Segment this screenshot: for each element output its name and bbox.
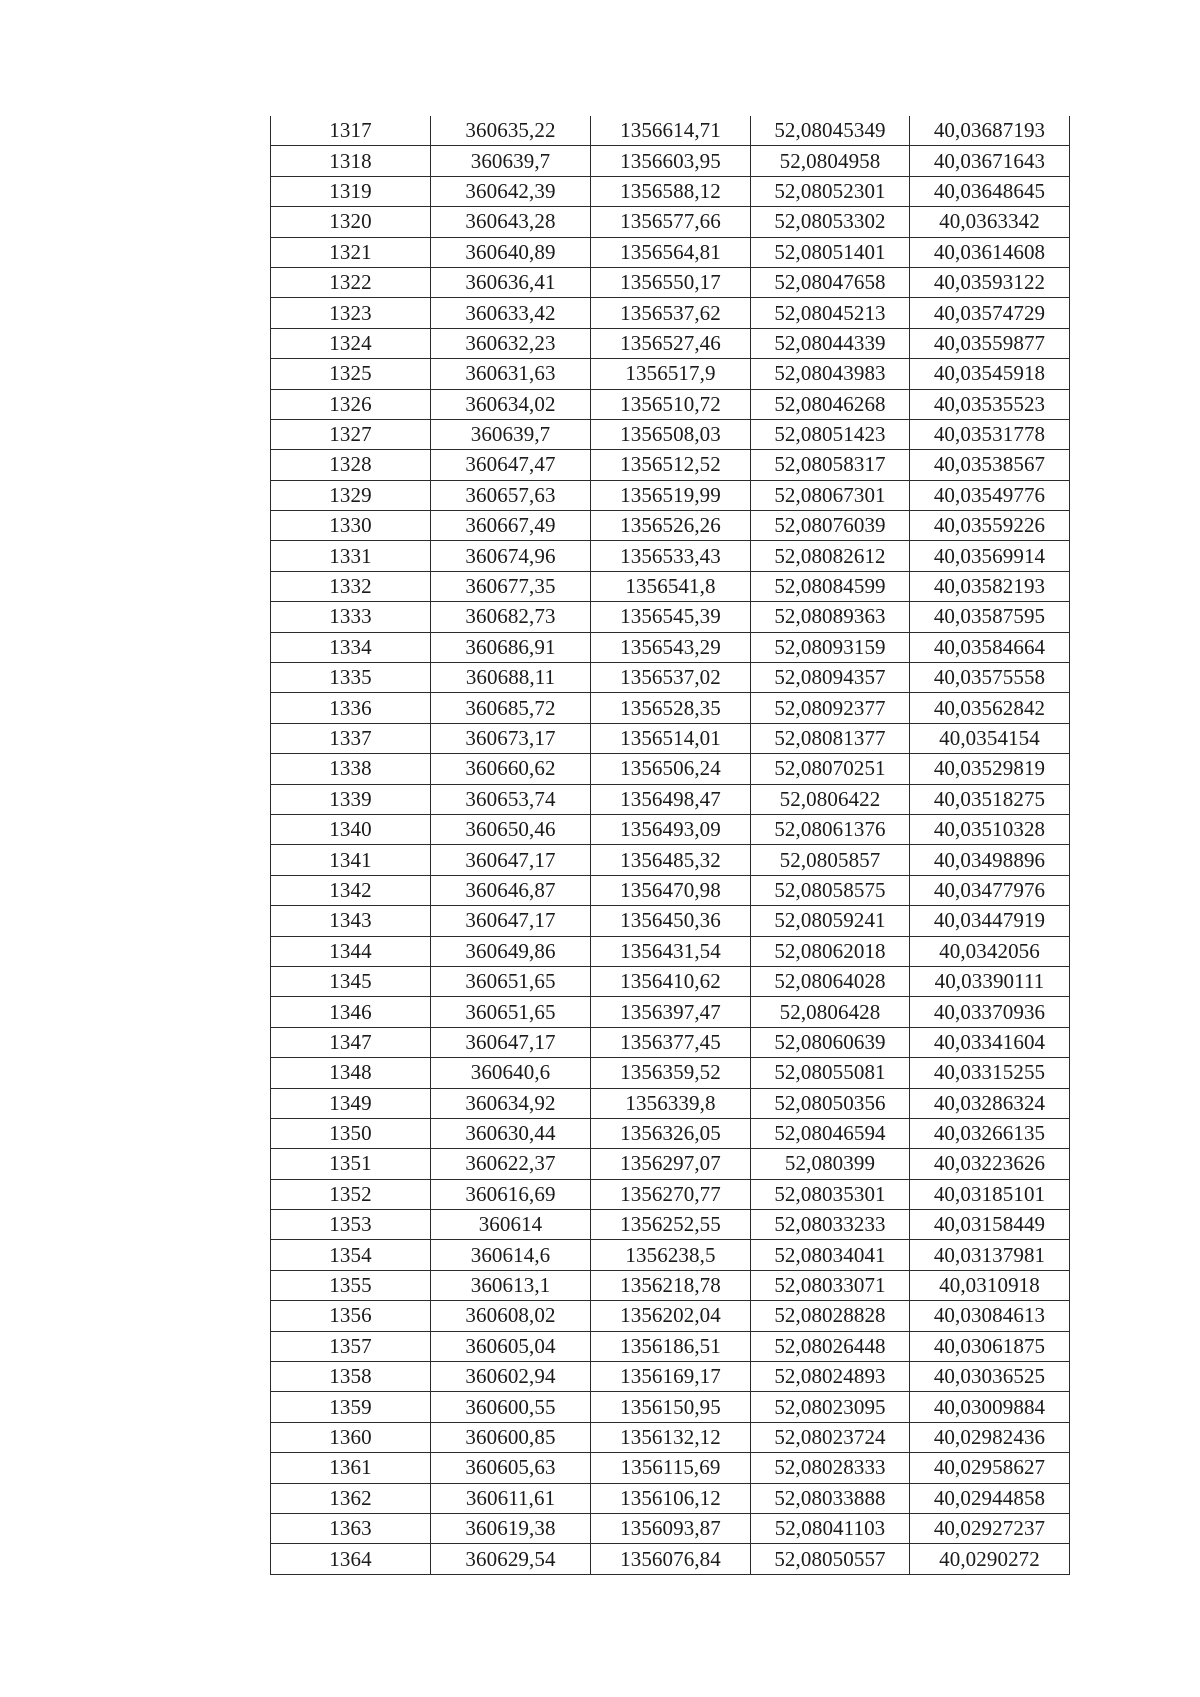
x-coordinate-cell: 360650,46 xyxy=(431,814,591,844)
y-coordinate-cell: 1356528,35 xyxy=(591,693,751,723)
point-number-cell: 1362 xyxy=(271,1483,431,1513)
x-coordinate-cell: 360651,65 xyxy=(431,997,591,1027)
latitude-cell: 52,08067301 xyxy=(751,480,910,510)
x-coordinate-cell: 360674,96 xyxy=(431,541,591,571)
latitude-cell: 52,0804958 xyxy=(751,146,910,176)
longitude-cell: 40,03477976 xyxy=(910,875,1070,905)
y-coordinate-cell: 1356297,07 xyxy=(591,1149,751,1179)
y-coordinate-cell: 1356514,01 xyxy=(591,723,751,753)
x-coordinate-cell: 360639,7 xyxy=(431,419,591,449)
point-number-cell: 1331 xyxy=(271,541,431,571)
latitude-cell: 52,08041103 xyxy=(751,1513,910,1543)
y-coordinate-cell: 1356410,62 xyxy=(591,966,751,996)
x-coordinate-cell: 360667,49 xyxy=(431,511,591,541)
table-row xyxy=(271,1149,1070,1179)
table-row xyxy=(271,1179,1070,1209)
point-number-cell: 1329 xyxy=(271,480,431,510)
point-number-cell: 1343 xyxy=(271,906,431,936)
x-coordinate-cell: 360688,11 xyxy=(431,663,591,693)
latitude-cell: 52,08045213 xyxy=(751,298,910,328)
longitude-cell: 40,03084613 xyxy=(910,1301,1070,1331)
latitude-cell: 52,08023724 xyxy=(751,1422,910,1452)
x-coordinate-cell: 360605,04 xyxy=(431,1331,591,1361)
table-row xyxy=(271,419,1070,449)
point-number-cell: 1317 xyxy=(271,116,431,146)
y-coordinate-cell: 1356397,47 xyxy=(591,997,751,1027)
y-coordinate-cell: 1356218,78 xyxy=(591,1270,751,1300)
longitude-cell: 40,03584664 xyxy=(910,632,1070,662)
y-coordinate-cell: 1356519,99 xyxy=(591,480,751,510)
x-coordinate-cell: 360649,86 xyxy=(431,936,591,966)
x-coordinate-cell: 360643,28 xyxy=(431,207,591,237)
y-coordinate-cell: 1356326,05 xyxy=(591,1118,751,1148)
x-coordinate-cell: 360614 xyxy=(431,1210,591,1240)
table-row xyxy=(271,1301,1070,1331)
x-coordinate-cell: 360611,61 xyxy=(431,1483,591,1513)
latitude-cell: 52,0806422 xyxy=(751,784,910,814)
latitude-cell: 52,08047658 xyxy=(751,267,910,297)
latitude-cell: 52,08092377 xyxy=(751,693,910,723)
x-coordinate-cell: 360605,63 xyxy=(431,1453,591,1483)
y-coordinate-cell: 1356238,5 xyxy=(591,1240,751,1270)
longitude-cell: 40,0363342 xyxy=(910,207,1070,237)
longitude-cell: 40,03562842 xyxy=(910,693,1070,723)
latitude-cell: 52,08051401 xyxy=(751,237,910,267)
latitude-cell: 52,08033233 xyxy=(751,1210,910,1240)
table-row xyxy=(271,875,1070,905)
longitude-cell: 40,03510328 xyxy=(910,814,1070,844)
x-coordinate-cell: 360632,23 xyxy=(431,328,591,358)
latitude-cell: 52,08046268 xyxy=(751,389,910,419)
point-number-cell: 1347 xyxy=(271,1027,431,1057)
x-coordinate-cell: 360647,17 xyxy=(431,906,591,936)
table-row xyxy=(271,1544,1070,1574)
x-coordinate-cell: 360651,65 xyxy=(431,966,591,996)
y-coordinate-cell: 1356526,26 xyxy=(591,511,751,541)
longitude-cell: 40,02982436 xyxy=(910,1422,1070,1452)
x-coordinate-cell: 360646,87 xyxy=(431,875,591,905)
y-coordinate-cell: 1356150,95 xyxy=(591,1392,751,1422)
latitude-cell: 52,08070251 xyxy=(751,754,910,784)
longitude-cell: 40,03498896 xyxy=(910,845,1070,875)
x-coordinate-cell: 360639,7 xyxy=(431,146,591,176)
y-coordinate-cell: 1356614,71 xyxy=(591,116,751,146)
y-coordinate-cell: 1356076,84 xyxy=(591,1544,751,1574)
x-coordinate-cell: 360682,73 xyxy=(431,602,591,632)
longitude-cell: 40,03569914 xyxy=(910,541,1070,571)
latitude-cell: 52,08058317 xyxy=(751,450,910,480)
longitude-cell: 40,03061875 xyxy=(910,1331,1070,1361)
longitude-cell: 40,0354154 xyxy=(910,723,1070,753)
latitude-cell: 52,08045349 xyxy=(751,116,910,146)
longitude-cell: 40,03315255 xyxy=(910,1058,1070,1088)
y-coordinate-cell: 1356533,43 xyxy=(591,541,751,571)
table-row xyxy=(271,1027,1070,1057)
x-coordinate-cell: 360677,35 xyxy=(431,571,591,601)
x-coordinate-cell: 360629,54 xyxy=(431,1544,591,1574)
latitude-cell: 52,08023095 xyxy=(751,1392,910,1422)
point-number-cell: 1328 xyxy=(271,450,431,480)
x-coordinate-cell: 360640,89 xyxy=(431,237,591,267)
point-number-cell: 1321 xyxy=(271,237,431,267)
table-row xyxy=(271,845,1070,875)
point-number-cell: 1345 xyxy=(271,966,431,996)
longitude-cell: 40,03223626 xyxy=(910,1149,1070,1179)
longitude-cell: 40,03614608 xyxy=(910,237,1070,267)
table-row xyxy=(271,1331,1070,1361)
y-coordinate-cell: 1356493,09 xyxy=(591,814,751,844)
x-coordinate-cell: 360631,63 xyxy=(431,359,591,389)
latitude-cell: 52,08028828 xyxy=(751,1301,910,1331)
y-coordinate-cell: 1356169,17 xyxy=(591,1362,751,1392)
point-number-cell: 1330 xyxy=(271,511,431,541)
point-number-cell: 1337 xyxy=(271,723,431,753)
longitude-cell: 40,03648645 xyxy=(910,176,1070,206)
x-coordinate-cell: 360602,94 xyxy=(431,1362,591,1392)
point-number-cell: 1336 xyxy=(271,693,431,723)
point-number-cell: 1360 xyxy=(271,1422,431,1452)
latitude-cell: 52,08084599 xyxy=(751,571,910,601)
latitude-cell: 52,08082612 xyxy=(751,541,910,571)
y-coordinate-cell: 1356339,8 xyxy=(591,1088,751,1118)
x-coordinate-cell: 360635,22 xyxy=(431,116,591,146)
table-row xyxy=(271,298,1070,328)
y-coordinate-cell: 1356431,54 xyxy=(591,936,751,966)
point-number-cell: 1359 xyxy=(271,1392,431,1422)
longitude-cell: 40,03582193 xyxy=(910,571,1070,601)
latitude-cell: 52,08062018 xyxy=(751,936,910,966)
longitude-cell: 40,03549776 xyxy=(910,480,1070,510)
x-coordinate-cell: 360636,41 xyxy=(431,267,591,297)
table-row xyxy=(271,359,1070,389)
longitude-cell: 40,03518275 xyxy=(910,784,1070,814)
latitude-cell: 52,08064028 xyxy=(751,966,910,996)
point-number-cell: 1354 xyxy=(271,1240,431,1270)
table-row xyxy=(271,966,1070,996)
latitude-cell: 52,080399 xyxy=(751,1149,910,1179)
longitude-cell: 40,0310918 xyxy=(910,1270,1070,1300)
longitude-cell: 40,03158449 xyxy=(910,1210,1070,1240)
point-number-cell: 1364 xyxy=(271,1544,431,1574)
longitude-cell: 40,03559877 xyxy=(910,328,1070,358)
y-coordinate-cell: 1356115,69 xyxy=(591,1453,751,1483)
coordinates-table xyxy=(270,116,1070,1575)
y-coordinate-cell: 1356202,04 xyxy=(591,1301,751,1331)
longitude-cell: 40,03687193 xyxy=(910,116,1070,146)
latitude-cell: 52,08028333 xyxy=(751,1453,910,1483)
longitude-cell: 40,03587595 xyxy=(910,602,1070,632)
point-number-cell: 1357 xyxy=(271,1331,431,1361)
table-row xyxy=(271,328,1070,358)
y-coordinate-cell: 1356252,55 xyxy=(591,1210,751,1240)
point-number-cell: 1341 xyxy=(271,845,431,875)
x-coordinate-cell: 360686,91 xyxy=(431,632,591,662)
longitude-cell: 40,02958627 xyxy=(910,1453,1070,1483)
table-row xyxy=(271,1270,1070,1300)
y-coordinate-cell: 1356527,46 xyxy=(591,328,751,358)
point-number-cell: 1340 xyxy=(271,814,431,844)
latitude-cell: 52,08034041 xyxy=(751,1240,910,1270)
latitude-cell: 52,08089363 xyxy=(751,602,910,632)
x-coordinate-cell: 360634,92 xyxy=(431,1088,591,1118)
table-row xyxy=(271,450,1070,480)
point-number-cell: 1335 xyxy=(271,663,431,693)
y-coordinate-cell: 1356270,77 xyxy=(591,1179,751,1209)
x-coordinate-cell: 360647,17 xyxy=(431,845,591,875)
longitude-cell: 40,0342056 xyxy=(910,936,1070,966)
point-number-cell: 1324 xyxy=(271,328,431,358)
longitude-cell: 40,03185101 xyxy=(910,1179,1070,1209)
longitude-cell: 40,03529819 xyxy=(910,754,1070,784)
longitude-cell: 40,03671643 xyxy=(910,146,1070,176)
longitude-cell: 40,03559226 xyxy=(910,511,1070,541)
latitude-cell: 52,08058575 xyxy=(751,875,910,905)
x-coordinate-cell: 360685,72 xyxy=(431,693,591,723)
table-row xyxy=(271,1210,1070,1240)
longitude-cell: 40,02944858 xyxy=(910,1483,1070,1513)
x-coordinate-cell: 360642,39 xyxy=(431,176,591,206)
y-coordinate-cell: 1356550,17 xyxy=(591,267,751,297)
point-number-cell: 1358 xyxy=(271,1362,431,1392)
y-coordinate-cell: 1356508,03 xyxy=(591,419,751,449)
table-row xyxy=(271,632,1070,662)
latitude-cell: 52,0805857 xyxy=(751,845,910,875)
latitude-cell: 52,08051423 xyxy=(751,419,910,449)
point-number-cell: 1319 xyxy=(271,176,431,206)
y-coordinate-cell: 1356577,66 xyxy=(591,207,751,237)
latitude-cell: 52,08050356 xyxy=(751,1088,910,1118)
latitude-cell: 52,08055081 xyxy=(751,1058,910,1088)
point-number-cell: 1344 xyxy=(271,936,431,966)
point-number-cell: 1349 xyxy=(271,1088,431,1118)
y-coordinate-cell: 1356093,87 xyxy=(591,1513,751,1543)
y-coordinate-cell: 1356510,72 xyxy=(591,389,751,419)
x-coordinate-cell: 360633,42 xyxy=(431,298,591,328)
table-row xyxy=(271,814,1070,844)
x-coordinate-cell: 360613,1 xyxy=(431,1270,591,1300)
longitude-cell: 40,03574729 xyxy=(910,298,1070,328)
y-coordinate-cell: 1356564,81 xyxy=(591,237,751,267)
table-row xyxy=(271,1422,1070,1452)
point-number-cell: 1318 xyxy=(271,146,431,176)
table-row xyxy=(271,1362,1070,1392)
longitude-cell: 40,03286324 xyxy=(910,1088,1070,1118)
table-row xyxy=(271,1453,1070,1483)
y-coordinate-cell: 1356450,36 xyxy=(591,906,751,936)
table-row xyxy=(271,602,1070,632)
latitude-cell: 52,08050557 xyxy=(751,1544,910,1574)
point-number-cell: 1353 xyxy=(271,1210,431,1240)
x-coordinate-cell: 360640,6 xyxy=(431,1058,591,1088)
latitude-cell: 52,08093159 xyxy=(751,632,910,662)
y-coordinate-cell: 1356359,52 xyxy=(591,1058,751,1088)
table-row xyxy=(271,541,1070,571)
x-coordinate-cell: 360647,17 xyxy=(431,1027,591,1057)
longitude-cell: 40,03538567 xyxy=(910,450,1070,480)
table-row xyxy=(271,1088,1070,1118)
latitude-cell: 52,08094357 xyxy=(751,663,910,693)
x-coordinate-cell: 360673,17 xyxy=(431,723,591,753)
latitude-cell: 52,08046594 xyxy=(751,1118,910,1148)
longitude-cell: 40,03036525 xyxy=(910,1362,1070,1392)
table-row xyxy=(271,480,1070,510)
latitude-cell: 52,08044339 xyxy=(751,328,910,358)
x-coordinate-cell: 360630,44 xyxy=(431,1118,591,1148)
point-number-cell: 1333 xyxy=(271,602,431,632)
x-coordinate-cell: 360634,02 xyxy=(431,389,591,419)
x-coordinate-cell: 360608,02 xyxy=(431,1301,591,1331)
longitude-cell: 40,02927237 xyxy=(910,1513,1070,1543)
latitude-cell: 52,08035301 xyxy=(751,1179,910,1209)
point-number-cell: 1325 xyxy=(271,359,431,389)
table-row xyxy=(271,1513,1070,1543)
longitude-cell: 40,03545918 xyxy=(910,359,1070,389)
table-row xyxy=(271,116,1070,146)
y-coordinate-cell: 1356543,29 xyxy=(591,632,751,662)
latitude-cell: 52,08033071 xyxy=(751,1270,910,1300)
latitude-cell: 52,08081377 xyxy=(751,723,910,753)
x-coordinate-cell: 360614,6 xyxy=(431,1240,591,1270)
table-row xyxy=(271,237,1070,267)
latitude-cell: 52,08061376 xyxy=(751,814,910,844)
x-coordinate-cell: 360600,55 xyxy=(431,1392,591,1422)
point-number-cell: 1348 xyxy=(271,1058,431,1088)
y-coordinate-cell: 1356517,9 xyxy=(591,359,751,389)
point-number-cell: 1326 xyxy=(271,389,431,419)
longitude-cell: 40,03531778 xyxy=(910,419,1070,449)
table-row xyxy=(271,1058,1070,1088)
latitude-cell: 52,08052301 xyxy=(751,176,910,206)
x-coordinate-cell: 360660,62 xyxy=(431,754,591,784)
point-number-cell: 1339 xyxy=(271,784,431,814)
point-number-cell: 1363 xyxy=(271,1513,431,1543)
point-number-cell: 1346 xyxy=(271,997,431,1027)
point-number-cell: 1355 xyxy=(271,1270,431,1300)
x-coordinate-cell: 360616,69 xyxy=(431,1179,591,1209)
latitude-cell: 52,08043983 xyxy=(751,359,910,389)
longitude-cell: 40,03266135 xyxy=(910,1118,1070,1148)
table-row xyxy=(271,936,1070,966)
y-coordinate-cell: 1356186,51 xyxy=(591,1331,751,1361)
table-row xyxy=(271,693,1070,723)
x-coordinate-cell: 360653,74 xyxy=(431,784,591,814)
y-coordinate-cell: 1356541,8 xyxy=(591,571,751,601)
table-row xyxy=(271,754,1070,784)
table-row xyxy=(271,176,1070,206)
y-coordinate-cell: 1356537,62 xyxy=(591,298,751,328)
x-coordinate-cell: 360647,47 xyxy=(431,450,591,480)
y-coordinate-cell: 1356132,12 xyxy=(591,1422,751,1452)
latitude-cell: 52,08059241 xyxy=(751,906,910,936)
y-coordinate-cell: 1356603,95 xyxy=(591,146,751,176)
latitude-cell: 52,08053302 xyxy=(751,207,910,237)
point-number-cell: 1350 xyxy=(271,1118,431,1148)
table-row xyxy=(271,784,1070,814)
longitude-cell: 40,03535523 xyxy=(910,389,1070,419)
table-row xyxy=(271,511,1070,541)
point-number-cell: 1323 xyxy=(271,298,431,328)
table-row xyxy=(271,267,1070,297)
latitude-cell: 52,0806428 xyxy=(751,997,910,1027)
coordinates-table-body xyxy=(271,116,1070,1574)
table-row xyxy=(271,146,1070,176)
point-number-cell: 1361 xyxy=(271,1453,431,1483)
longitude-cell: 40,03137981 xyxy=(910,1240,1070,1270)
point-number-cell: 1352 xyxy=(271,1179,431,1209)
x-coordinate-cell: 360657,63 xyxy=(431,480,591,510)
y-coordinate-cell: 1356545,39 xyxy=(591,602,751,632)
y-coordinate-cell: 1356588,12 xyxy=(591,176,751,206)
y-coordinate-cell: 1356498,47 xyxy=(591,784,751,814)
point-number-cell: 1327 xyxy=(271,419,431,449)
y-coordinate-cell: 1356470,98 xyxy=(591,875,751,905)
table-row xyxy=(271,571,1070,601)
y-coordinate-cell: 1356537,02 xyxy=(591,663,751,693)
table-row xyxy=(271,389,1070,419)
point-number-cell: 1334 xyxy=(271,632,431,662)
point-number-cell: 1322 xyxy=(271,267,431,297)
y-coordinate-cell: 1356512,52 xyxy=(591,450,751,480)
y-coordinate-cell: 1356377,45 xyxy=(591,1027,751,1057)
point-number-cell: 1332 xyxy=(271,571,431,601)
longitude-cell: 40,03390111 xyxy=(910,966,1070,996)
x-coordinate-cell: 360622,37 xyxy=(431,1149,591,1179)
latitude-cell: 52,08060639 xyxy=(751,1027,910,1057)
longitude-cell: 40,03447919 xyxy=(910,906,1070,936)
table-row xyxy=(271,997,1070,1027)
y-coordinate-cell: 1356106,12 xyxy=(591,1483,751,1513)
table-row xyxy=(271,1392,1070,1422)
point-number-cell: 1320 xyxy=(271,207,431,237)
y-coordinate-cell: 1356506,24 xyxy=(591,754,751,784)
table-row xyxy=(271,1118,1070,1148)
table-row xyxy=(271,1240,1070,1270)
longitude-cell: 40,03370936 xyxy=(910,997,1070,1027)
point-number-cell: 1351 xyxy=(271,1149,431,1179)
longitude-cell: 40,03593122 xyxy=(910,267,1070,297)
latitude-cell: 52,08076039 xyxy=(751,511,910,541)
table-row xyxy=(271,723,1070,753)
latitude-cell: 52,08024893 xyxy=(751,1362,910,1392)
latitude-cell: 52,08026448 xyxy=(751,1331,910,1361)
x-coordinate-cell: 360600,85 xyxy=(431,1422,591,1452)
table-row xyxy=(271,906,1070,936)
longitude-cell: 40,03341604 xyxy=(910,1027,1070,1057)
longitude-cell: 40,03575558 xyxy=(910,663,1070,693)
x-coordinate-cell: 360619,38 xyxy=(431,1513,591,1543)
point-number-cell: 1342 xyxy=(271,875,431,905)
point-number-cell: 1356 xyxy=(271,1301,431,1331)
latitude-cell: 52,08033888 xyxy=(751,1483,910,1513)
point-number-cell: 1338 xyxy=(271,754,431,784)
table-row xyxy=(271,1483,1070,1513)
table-row xyxy=(271,663,1070,693)
table-row xyxy=(271,207,1070,237)
y-coordinate-cell: 1356485,32 xyxy=(591,845,751,875)
longitude-cell: 40,0290272 xyxy=(910,1544,1070,1574)
longitude-cell: 40,03009884 xyxy=(910,1392,1070,1422)
